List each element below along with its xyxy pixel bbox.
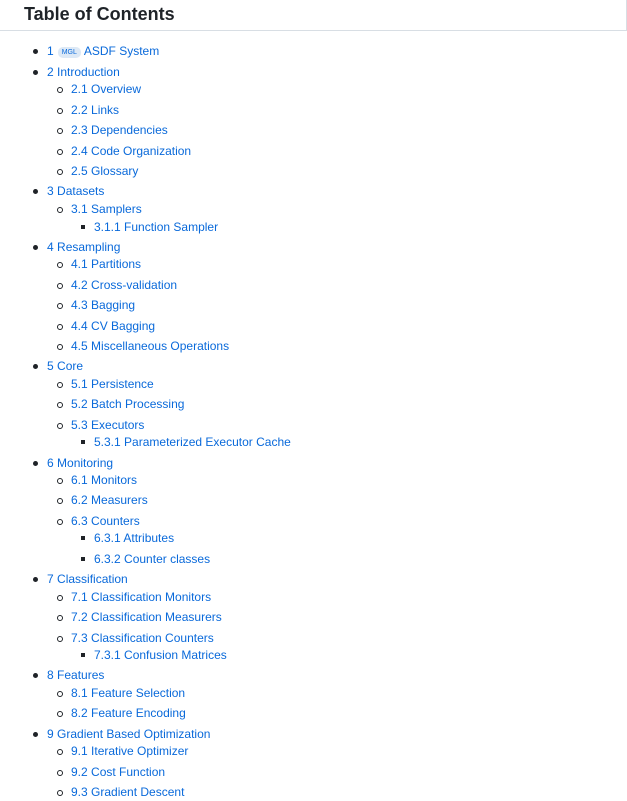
toc-label: Classification Monitors (91, 590, 212, 604)
bullet-circle-icon (57, 402, 63, 408)
toc-label: Measurers (91, 493, 148, 507)
bullet-circle-icon (57, 303, 63, 309)
bullet-disc-icon (33, 70, 38, 75)
toc-label: Gradient Descent (91, 785, 185, 799)
bullet-circle-icon (57, 87, 63, 93)
toc-label: Confusion Matrices (124, 648, 227, 662)
toc-link-6-3-2[interactable] (94, 551, 210, 568)
toc-number: 5.1 (71, 377, 88, 391)
toc-link-7-1[interactable] (71, 589, 211, 606)
bullet-circle-icon (57, 344, 63, 350)
bullet-circle-icon (57, 790, 63, 796)
toc-link-2-4[interactable] (71, 143, 191, 160)
toc-link-7-3[interactable] (71, 630, 214, 647)
toc-number: 6.2 (71, 493, 88, 507)
toc-number: 2 (47, 65, 54, 79)
toc-label: Attributes (123, 531, 175, 545)
toc-link-2-2[interactable] (71, 102, 119, 119)
bullet-disc-icon (33, 732, 38, 737)
bullet-square-icon (81, 440, 85, 444)
bullet-circle-icon (57, 615, 63, 621)
toc-label: Cost Function (91, 765, 166, 779)
bullet-disc-icon (33, 577, 38, 582)
bullet-circle-icon (57, 770, 63, 776)
toc-link-4-3[interactable] (71, 297, 135, 314)
bullet-circle-icon (57, 169, 63, 175)
toc-number: 7 (47, 572, 54, 586)
toc-number: 2.4 (71, 144, 88, 158)
toc-link-9[interactable] (47, 726, 210, 743)
toc-label: Counters (91, 514, 140, 528)
bullet-circle-icon (57, 749, 63, 755)
toc-label: Samplers (91, 202, 142, 216)
toc-link-1[interactable] (47, 43, 159, 60)
toc-label: Monitoring (57, 456, 114, 470)
bullet-circle-icon (57, 498, 63, 504)
toc-link-8-2[interactable] (71, 705, 186, 722)
bullet-square-icon (81, 557, 85, 561)
toc-number: 3 (47, 184, 54, 198)
toc-link-4-2[interactable] (71, 277, 177, 294)
toc-label: Persistence (91, 377, 154, 391)
toc-label: Miscellaneous Operations (91, 339, 230, 353)
bullet-circle-icon (57, 149, 63, 155)
toc-number: 9.2 (71, 765, 88, 779)
toc-label: Gradient Based Optimization (57, 727, 211, 741)
toc-number: 7.3 (71, 631, 88, 645)
bullet-square-icon (81, 536, 85, 540)
toc-number: 5.2 (71, 397, 88, 411)
toc-label: Cross-validation (91, 278, 178, 292)
toc-number: 8.1 (71, 686, 88, 700)
toc-number: 3.1.1 (94, 220, 121, 234)
toc-link-6-3[interactable] (71, 513, 140, 530)
toc-number: 4 (47, 240, 54, 254)
toc-label: Dependencies (91, 123, 168, 137)
toc-number: 4.2 (71, 278, 88, 292)
bullet-disc-icon (33, 49, 38, 54)
toc-label: Monitors (91, 473, 138, 487)
toc-link-4-4[interactable] (71, 318, 155, 335)
toc-link-9-2[interactable] (71, 764, 165, 781)
toc-number: 6.3 (71, 514, 88, 528)
bullet-circle-icon (57, 128, 63, 134)
toc-number: 5 (47, 359, 54, 373)
toc-link-5-3-1[interactable] (94, 434, 291, 451)
bullet-circle-icon (57, 636, 63, 642)
toc-link-4-5[interactable] (71, 338, 229, 355)
toc-link-2-5[interactable] (71, 163, 138, 180)
toc-label: Resampling (57, 240, 121, 254)
toc-number: 4.5 (71, 339, 88, 353)
toc-number: 8 (47, 668, 54, 682)
toc-link-5[interactable] (47, 358, 83, 375)
bullet-disc-icon (33, 461, 38, 466)
toc-number: 9.3 (71, 785, 88, 799)
toc-link-8-1[interactable] (71, 685, 185, 702)
page-title: Table of Contents (24, 4, 175, 24)
toc-label: Introduction (57, 65, 120, 79)
toc-link-4[interactable] (47, 239, 120, 256)
toc-label: Bagging (91, 298, 136, 312)
bullet-disc-icon (33, 364, 38, 369)
toc-number: 2.3 (71, 123, 88, 137)
toc-link-6[interactable] (47, 455, 113, 472)
toc-label: Counter classes (124, 552, 211, 566)
bullet-circle-icon (57, 423, 63, 429)
toc-number: 6.1 (71, 473, 88, 487)
toc-label: Links (91, 103, 120, 117)
toc-number: 7.2 (71, 610, 88, 624)
toc-label: Classification Measurers (91, 610, 222, 624)
toc-label: Features (57, 668, 105, 682)
bullet-circle-icon (57, 108, 63, 114)
toc-label: Overview (91, 82, 142, 96)
bullet-square-icon (81, 653, 85, 657)
toc-link-7-2[interactable] (71, 609, 222, 626)
toc-label: Feature Encoding (91, 706, 186, 720)
toc-number: 7.1 (71, 590, 88, 604)
bullet-circle-icon (57, 478, 63, 484)
toc-label: ASDF System (83, 44, 160, 58)
toc-number: 3.1 (71, 202, 88, 216)
bullet-circle-icon (57, 207, 63, 213)
toc-label: Classification (57, 572, 128, 586)
toc-number: 6 (47, 456, 54, 470)
toc-label: Executors (91, 418, 145, 432)
toc-number: 1 (47, 44, 54, 58)
bullet-circle-icon (57, 595, 63, 601)
bullet-circle-icon (57, 519, 63, 525)
toc-number: 4.1 (71, 257, 88, 271)
toc-label: Classification Counters (91, 631, 214, 645)
toc-label: Code Organization (91, 144, 192, 158)
toc-number: 2.2 (71, 103, 88, 117)
toc-label: Batch Processing (91, 397, 185, 411)
bullet-circle-icon (57, 283, 63, 289)
toc-link-2-1[interactable] (71, 81, 141, 98)
toc-number: 2.1 (71, 82, 88, 96)
toc-link-3-1-1[interactable] (94, 219, 218, 236)
toc-link-6-2[interactable] (71, 492, 148, 509)
toc-label: Datasets (57, 184, 105, 198)
bullet-circle-icon (57, 262, 63, 268)
toc-number: 5.3.1 (94, 435, 121, 449)
toc-label: Function Sampler (124, 220, 219, 234)
toc-link-2[interactable] (47, 64, 120, 81)
toc-number: 2.5 (71, 164, 88, 178)
toc-number: 7.3.1 (94, 648, 121, 662)
bullet-square-icon (81, 225, 85, 229)
toc-label: Iterative Optimizer (91, 744, 189, 758)
toc-link-5-1[interactable] (71, 376, 154, 393)
toc-number: 6.3.2 (94, 552, 121, 566)
bullet-circle-icon (57, 711, 63, 717)
toc-link-5-2[interactable] (71, 396, 184, 413)
toc-label: CV Bagging (91, 319, 156, 333)
toc-link-4-1[interactable] (71, 256, 141, 273)
toc-link-6-1[interactable] (71, 472, 137, 489)
bullet-circle-icon (57, 324, 63, 330)
toc-link-7[interactable] (47, 571, 128, 588)
toc-label: Feature Selection (91, 686, 186, 700)
package-badge: MGL (58, 47, 81, 58)
toc-label: Glossary (91, 164, 139, 178)
toc-link-9-3[interactable] (71, 784, 184, 801)
toc-label: Partitions (91, 257, 142, 271)
toc-link-8[interactable] (47, 667, 104, 684)
toc-link-9-1[interactable] (71, 743, 188, 760)
toc-label: Core (57, 359, 84, 373)
bullet-circle-icon (57, 691, 63, 697)
toc-number: 4.3 (71, 298, 88, 312)
bullet-disc-icon (33, 673, 38, 678)
toc-link-5-3[interactable] (71, 417, 144, 434)
toc-number: 5.3 (71, 418, 88, 432)
bullet-disc-icon (33, 245, 38, 250)
toc-number: 9.1 (71, 744, 88, 758)
bullet-circle-icon (57, 382, 63, 388)
bullet-disc-icon (33, 189, 38, 194)
toc-link-7-3-1[interactable] (94, 647, 227, 664)
toc-link-3-1[interactable] (71, 201, 142, 218)
toc-number: 6.3.1 (94, 531, 121, 545)
toc-number: 4.4 (71, 319, 88, 333)
toc-link-3[interactable] (47, 183, 104, 200)
toc-label: Parameterized Executor Cache (124, 435, 291, 449)
toc-link-2-3[interactable] (71, 122, 168, 139)
toc-number: 8.2 (71, 706, 88, 720)
toc-link-6-3-1[interactable] (94, 530, 174, 547)
toc-number: 9 (47, 727, 54, 741)
